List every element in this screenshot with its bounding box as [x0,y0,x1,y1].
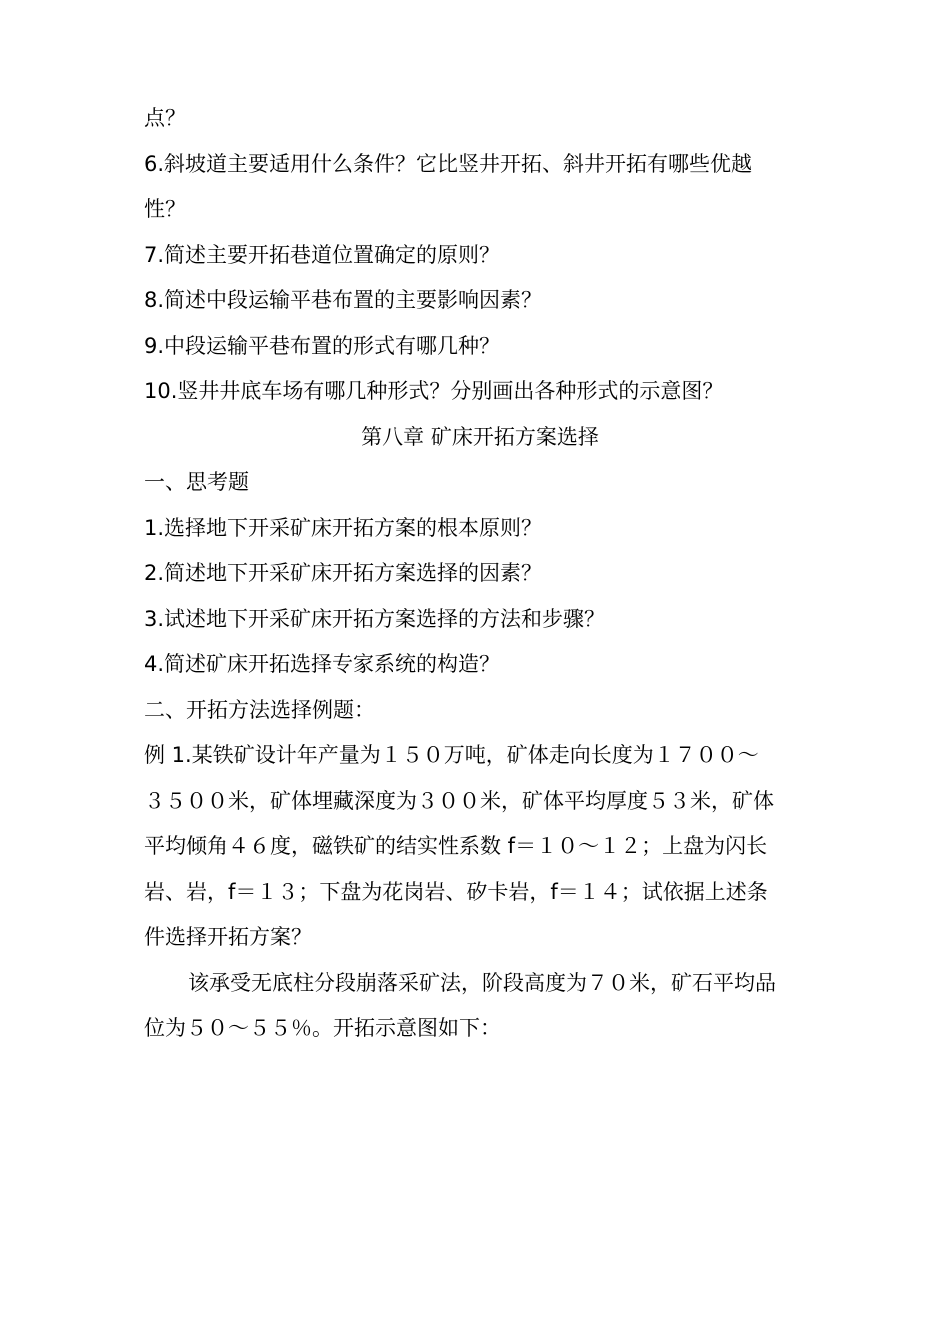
chapter8-question-3: 3.试述地下开采矿床开拓方案选择的方法和步骤？ [144,606,606,631]
answer-line-1: 该承受无底柱分段崩落采矿法，阶段高度为７０米，矿石平均品 [188,970,776,995]
question-8: 8.简述中段运输平巷布置的主要影响因素？ [144,288,543,312]
question-10: 10.竖井井底车场有哪几种形式？分别画出各种形式的示意图？ [144,379,724,403]
section-heading-example: 二、开拓方法选择例题： [144,697,375,722]
section-heading-thinking-questions: 一、思考题 [144,470,249,494]
text-line: 点？ [144,106,186,130]
chapter8-question-1: 1.选择地下开采矿床开拓方案的根本原则？ [144,515,543,540]
example-line-3: 平均倾角４６度，磁铁矿的结实性系数 f＝１０～１２；上盘为闪长 [144,834,768,858]
answer-line-2: 位为５０～５５％。开拓示意图如下： [144,1016,501,1040]
question-6-line-1: 6.斜坡道主要适用什么条件？它比竖井开拓、斜井开拓有哪些优越 [144,151,753,176]
example-line-4: 岩、岩，f＝１３；下盘为花岗岩、矽卡岩，f＝１４；试依据上述条 [144,879,768,904]
example-line-2: ３５００米，矿体埋藏深度为３００米，矿体平均厚度５３米，矿体 [144,788,774,813]
document-body [144,96,816,1052]
question-9: 9.中段运输平巷布置的形式有哪几种？ [144,333,501,358]
chapter-title: 第八章 矿床开拓方案选择 [361,424,599,449]
question-7: 7.简述主要开拓巷道位置确定的原则？ [144,242,501,267]
example-line-1: 例 1.某铁矿设计年产量为１５０万吨，矿体走向长度为１７００～ [144,743,759,767]
chapter8-question-4: 4.简述矿床开拓选择专家系统的构造？ [144,652,501,676]
question-6-line-2: 性？ [144,197,186,221]
example-line-5: 件选择开拓方案？ [144,925,312,949]
chapter8-question-2: 2.简述地下开采矿床开拓方案选择的因素？ [144,561,543,585]
